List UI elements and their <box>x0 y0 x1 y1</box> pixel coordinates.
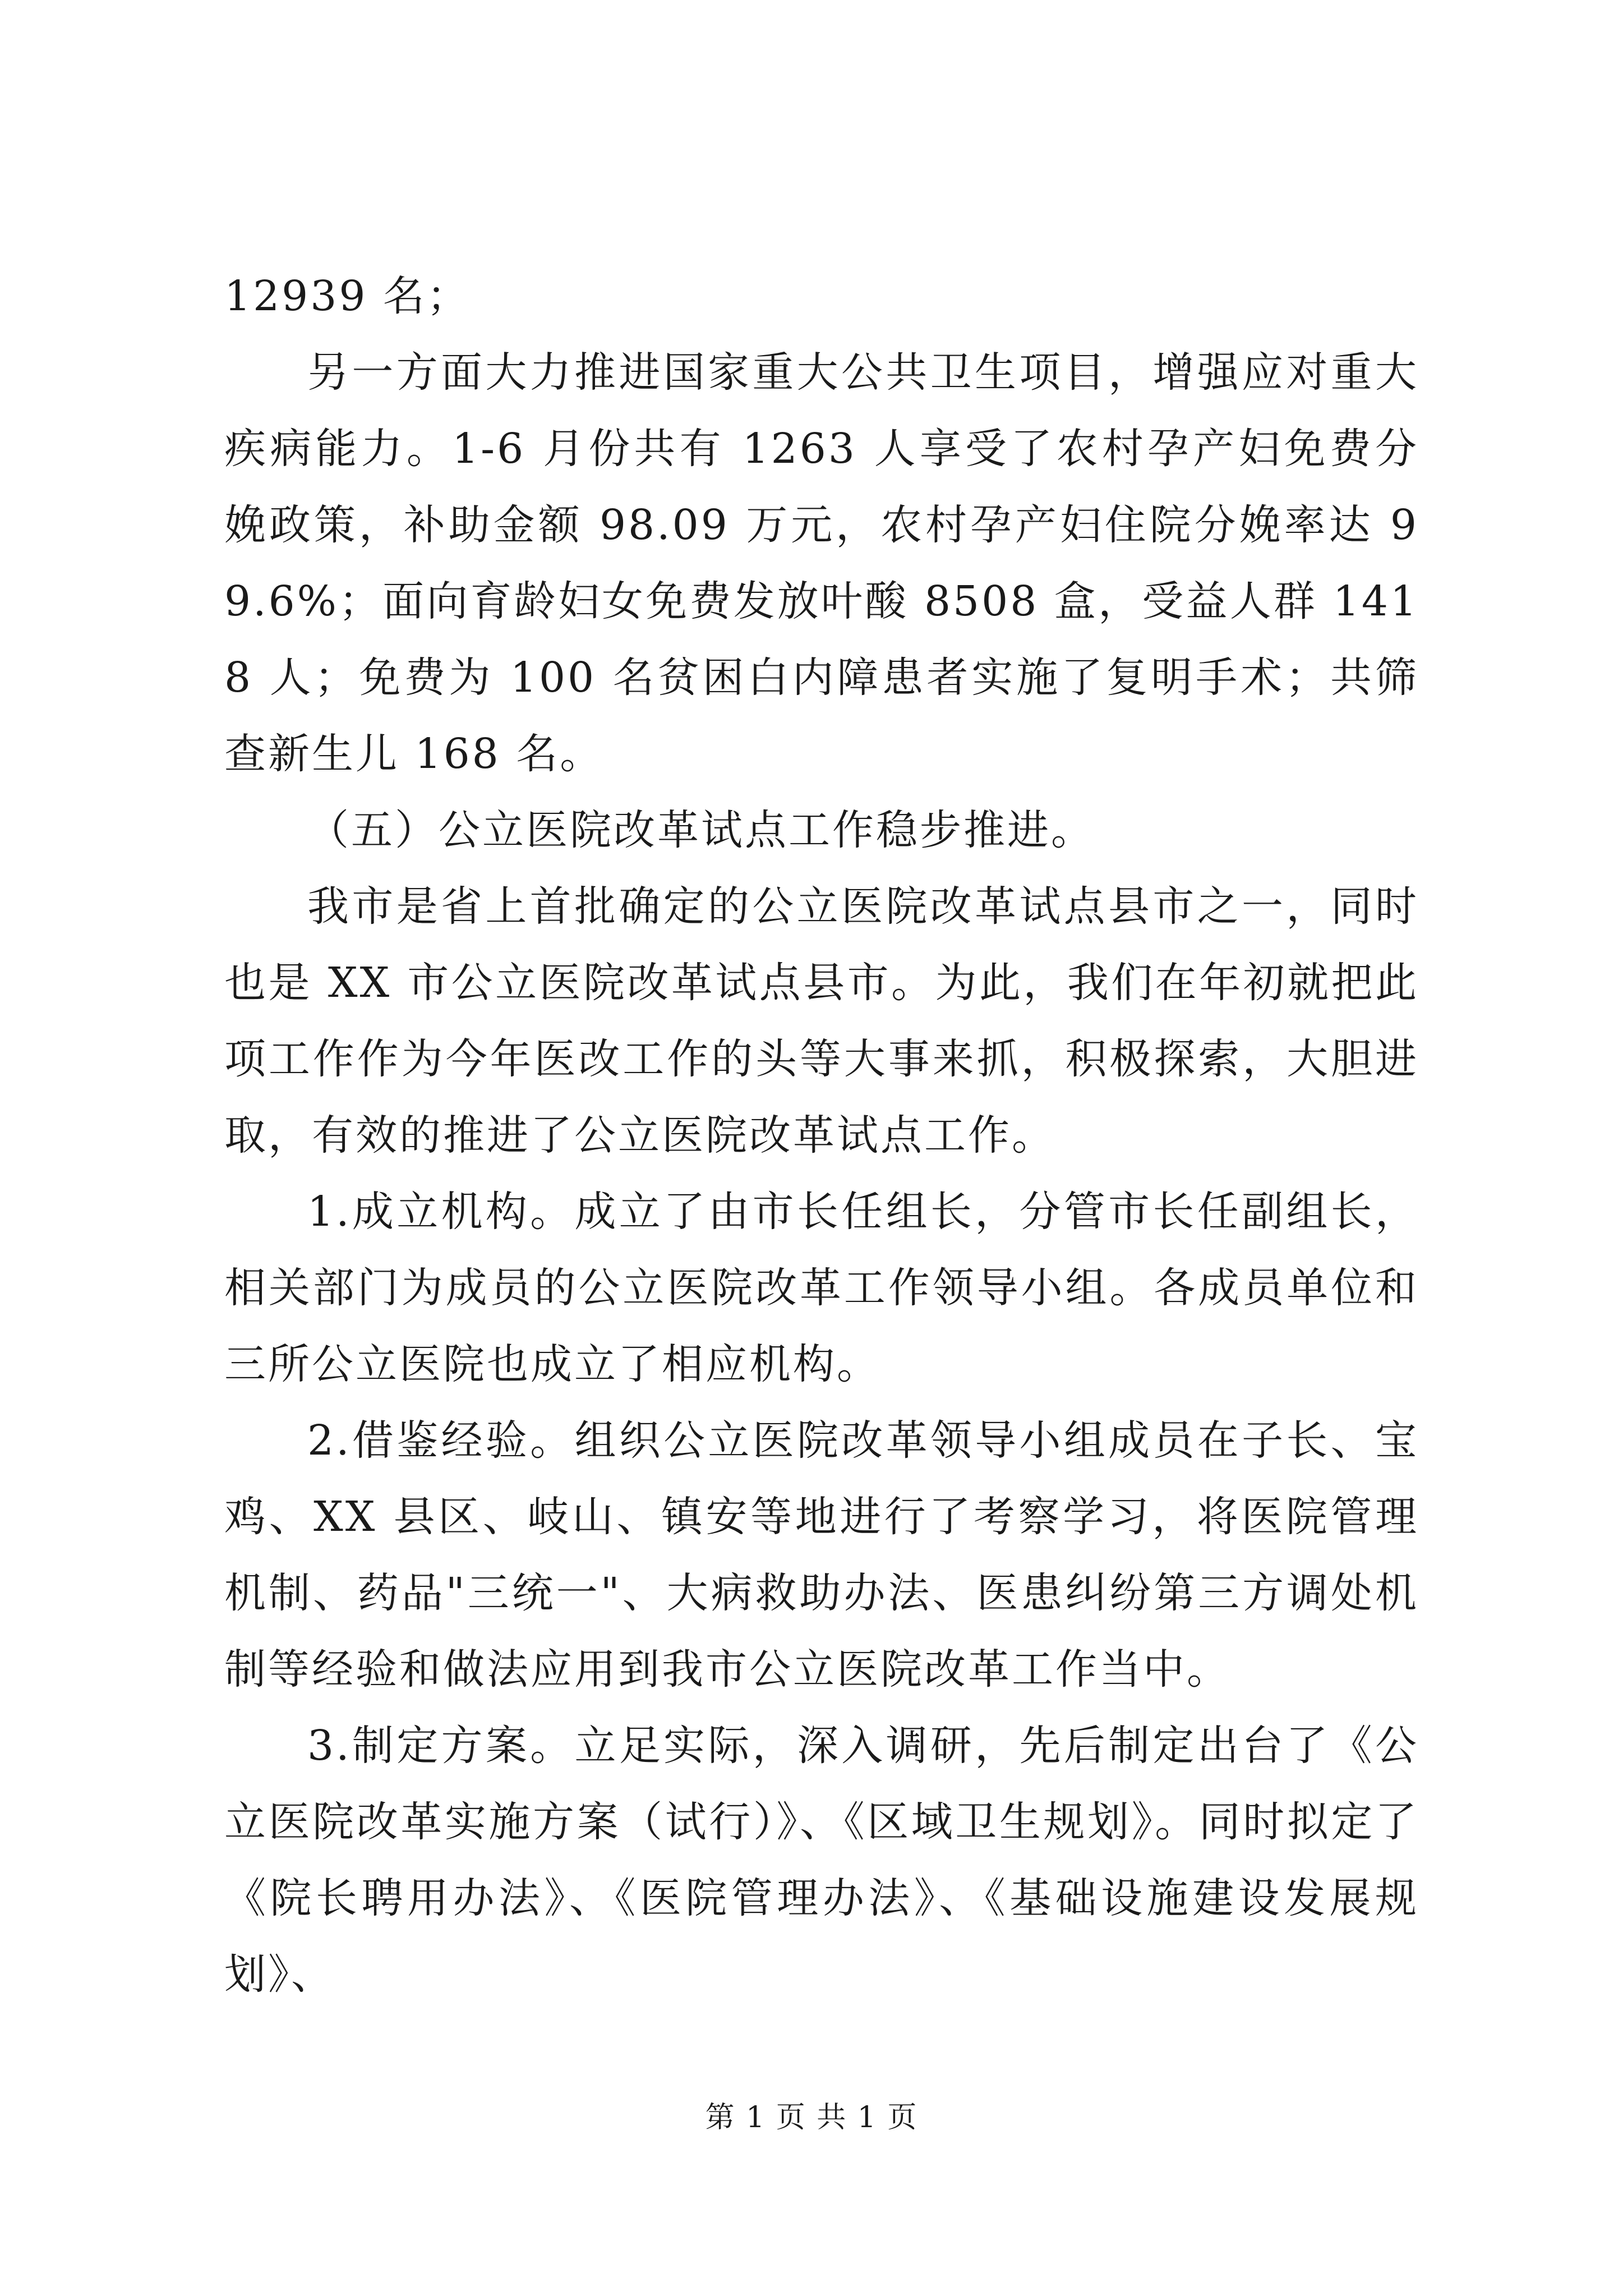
paragraph-item-1: 1.成立机构。成立了由市长任组长，分管市长任副组长，相关部门为成员的公立医院改革工作领导小组。各成员单位和三所公立医院也成立了相应机构。 <box>224 1188 1419 1388</box>
paragraph-pilot-intro: 我市是省上首批确定的公立医院改革试点县市之一，同时也是 XX 市公立医院改革试点县市。为此，我们在年初就把此项工作作为今年医改工作的头等大事来抓，积极探索，大胆进取，有效的推进了公立医院改革试点工作。 <box>224 882 1419 1159</box>
section-heading: （五）公立医院改革试点工作稳步推进。 <box>307 806 1095 854</box>
paragraph-item-2: 2.借鉴经验。组织公立医院改革领导小组成员在子长、宝鸡、XX 县区、岐山、镇安等地进行了考察学习，将医院管理机制、药品"三统一"、大病救助办法、医患纠纷第三方调处机制等经验和做法应用到我市公立医院改革工作当中。 <box>224 1416 1419 1694</box>
paragraph-continuation: 12939 名； <box>224 272 471 320</box>
paragraph-public-health: 另一方面大力推进国家重大公共卫生项目，增强应对重大疾病能力。1-6 月份共有 1263 人享受了农村孕产妇免费分娩政策，补助金额 98.09 万元，农村孕产妇住院分娩率达 99.6%；面向育龄妇女免费发放叶酸 8508 盒，受益人群 1418 人；免费为 100 名贫困白内障患者实施了复明手术；共筛查新生儿 168 名。 <box>224 348 1419 778</box>
paragraph-item-3: 3.制定方案。立足实际，深入调研，先后制定出台了《公立医院改革实施方案（试行）》、《区域卫生规划》。同时拟定了《院长聘用办法》、《医院管理办法》、《基础设施建设发展规划》、 <box>224 1722 1419 1999</box>
document-body <box>224 258 1419 2013</box>
page-footer: 第 1 页 共 1 页 <box>705 2101 918 2134</box>
